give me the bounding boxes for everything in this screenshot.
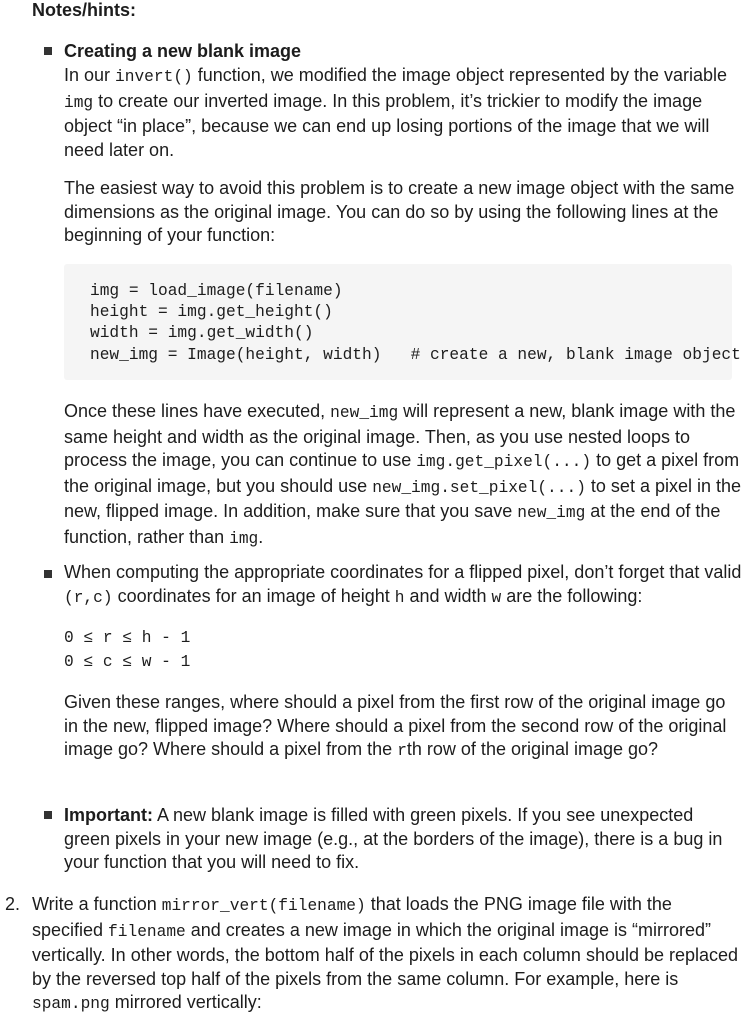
bullet-icon: [44, 47, 52, 55]
code-line-1: img = load_image(filename): [90, 282, 343, 300]
code-invert: invert(): [115, 68, 193, 86]
hint2-paragraph-1: When computing the appropriate coordinates for a flipped pixel, don’t forget that valid (r,c) coordinates for an image of height h and width w are the following:: [64, 562, 742, 607]
question-number: 2.: [5, 894, 21, 914]
hint2-paragraph-2: Given these ranges, where should a pixel from the first row of the original image go in the new, flipped image? Where should a pixel from the second row of the original image go? Where should a pixel from the rth row of the original image go?: [64, 692, 727, 761]
code-line-3: width = img.get_width(): [90, 324, 314, 343]
code-line-4: new_img = Image(height, width) # create a new, blank image object: [90, 345, 741, 364]
hint1-paragraph-3: Once these lines have executed, new_img will represent a new, blank image with the same height and width as the original image. Then, as you use nested loops to process the image, you can continue to use img.get_pixel(...) to get a pixel from the original image, but you should use new_img.set_pixel(...) to set a pixel in the new, flipped image. In addition, make sure that you save new_img at the end of the function, rather than img.: [64, 401, 742, 548]
hint1-paragraph-1: In our invert() function, we modified the image object represented by the variable img to create our inverted image. In this problem, it’s trickier to modify the image object “in place”, because we can end up losing portions of the image that we will need later on.: [64, 65, 728, 160]
hint1-paragraph-2: The easiest way to avoid this problem is to create a new image object with the same dimensions as the original image. You can do so by using the following lines at the beginning of your function:: [64, 178, 735, 246]
notes-heading: Notes/hints:: [32, 0, 137, 20]
code-block: [64, 264, 741, 380]
range-row: 0 ≤ r ≤ h - 1: [64, 629, 191, 647]
bullet-icon: [44, 811, 52, 819]
coordinate-ranges: [64, 627, 190, 674]
code-img: img: [64, 93, 94, 112]
question-2-text: Write a function mirror_vert(filename) that loads the PNG image file with the specified filename and creates a new image in which the original image is “mirrored” vertically. In other words, the bottom half of the pixels in each column should be replaced by the reversed top half of the pixels from the same column. For example, here is spam.png mirrored vertically:: [32, 894, 739, 1014]
hint1-title: Creating a new blank image: [64, 41, 302, 61]
bullet-icon: [44, 570, 52, 578]
code-line-2: height = img.get_height(): [90, 303, 333, 322]
hint3-paragraph: Important: A new blank image is filled with green pixels. If you see unexpected green pixels in your new image (e.g., at the borders of the image), there is a bug in your function that you will need to fix.: [64, 805, 723, 873]
range-col: 0 ≤ c ≤ w - 1: [64, 652, 191, 671]
important-label: Important:: [64, 805, 153, 825]
